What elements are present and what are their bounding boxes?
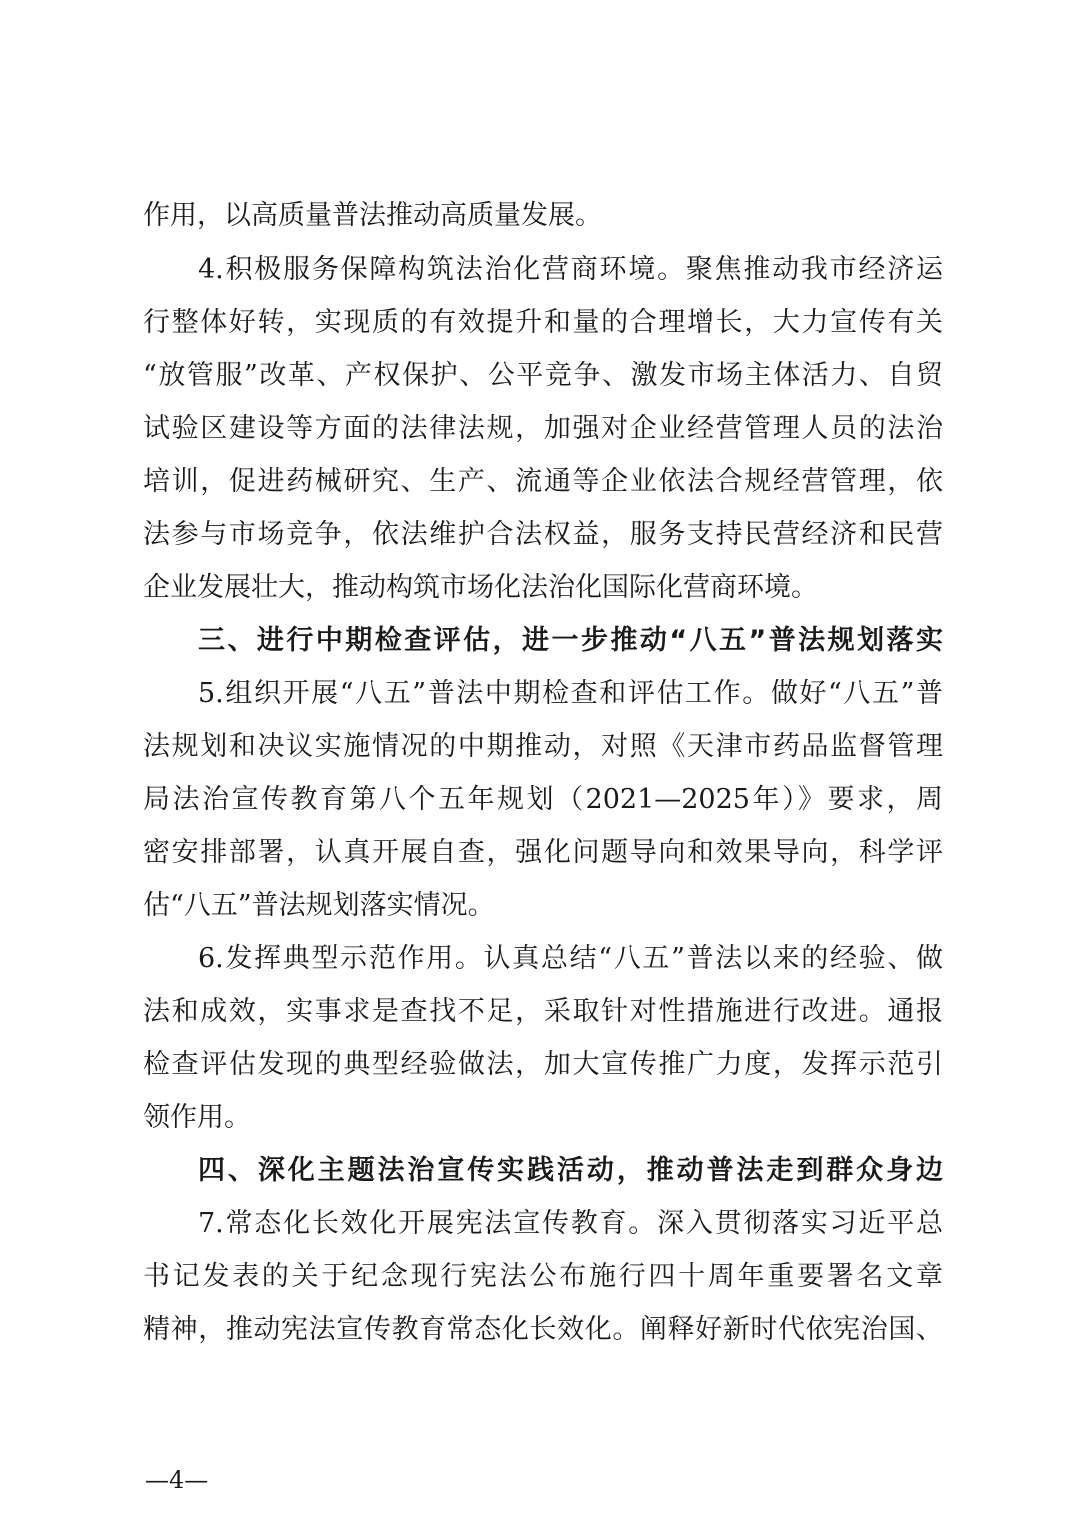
text-line: 密安排部署，认真开展自查，强化问题导向和效果导向，科学评 xyxy=(143,837,943,868)
text-line: 局法治宣传教育第八个五年规划（2021—2025年）》要求，周 xyxy=(143,784,943,815)
text-line: 精神，推动宪法宣传教育常态化长效化。阐释好新时代依宪治国、 xyxy=(143,1314,943,1345)
text-line: 试验区建设等方面的法律法规，加强对企业经营管理人员的法治 xyxy=(143,413,943,444)
section-heading: 三、进行中期检查评估，进一步推动“八五”普法规划落实 xyxy=(198,625,943,656)
text-line: 法和成效，实事求是查找不足，采取针对性措施进行改进。通报 xyxy=(143,996,943,1027)
text-line: 估“八五”普法规划落实情况。 xyxy=(143,890,495,921)
text-line: 法参与市场竞争，依法维护合法权益，服务支持民营经济和民营 xyxy=(143,519,943,550)
paragraph-first-line: 5.组织开展“八五”普法中期检查和评估工作。做好“八五”普 xyxy=(198,678,943,709)
paragraph-first-line: 7.常态化长效化开展宪法宣传教育。深入贯彻落实习近平总 xyxy=(198,1208,943,1239)
text-line: 法规划和决议实施情况的中期推动，对照《天津市药品监督管理 xyxy=(143,731,943,762)
text-line: 企业发展壮大，推动构筑市场化法治化国际化营商环境。 xyxy=(143,572,818,603)
text-line: 作用，以高质量普法推动高质量发展。 xyxy=(143,200,602,231)
text-line: 行整体好转，实现质的有效提升和量的合理增长，大力宣传有关 xyxy=(143,307,943,338)
text-line: 检查评估发现的典型经验做法，加大宣传推广力度，发挥示范引 xyxy=(143,1049,943,1080)
text-line: “放管服”改革、产权保护、公平竞争、激发市场主体活力、自贸 xyxy=(143,360,943,391)
section-heading: 四、深化主题法治宣传实践活动，推动普法走到群众身边 xyxy=(198,1155,943,1186)
paragraph-first-line: 4.积极服务保障构筑法治化营商环境。聚焦推动我市经济运 xyxy=(198,254,943,285)
text-line: 领作用。 xyxy=(143,1102,251,1133)
text-line: 书记发表的关于纪念现行宪法公布施行四十周年重要署名文章 xyxy=(143,1261,943,1292)
text-line: 培训，促进药械研究、生产、流通等企业依法合规经营管理，依 xyxy=(143,466,943,497)
paragraph-first-line: 6.发挥典型示范作用。认真总结“八五”普法以来的经验、做 xyxy=(198,943,943,974)
page-number: —4— xyxy=(145,1466,209,1494)
